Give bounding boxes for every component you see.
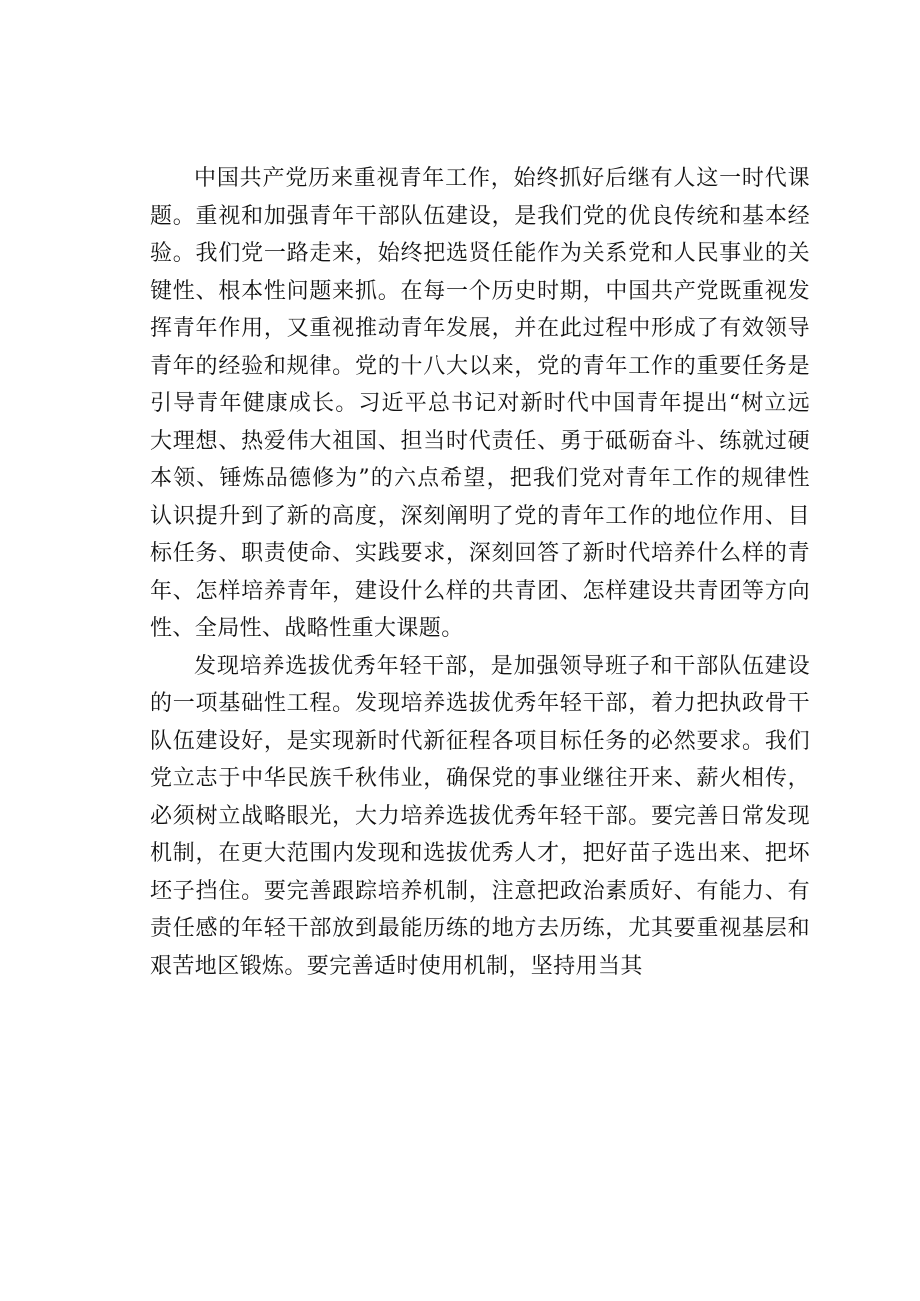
- paragraph-2: 发现培养选拔优秀年轻干部，是加强领导班子和干部队伍建设的一项基础性工程。发现培养选拔优秀年轻干部，着力把执政骨干队伍建设好，是实现新时代新征程各项目标任务的必然要求。我们党立志于中华民族千秋伟业，确保党的事业继往开来、薪火相传，必须树立战略眼光，大力培养选拔优秀年轻干部。要完善日常发现机制，在更大范围内发现和选拔优秀人才，把好苗子选出来、把坏坯子挡住。要完善跟踪培养机制，注意把政治素质好、有能力、有责任感的年轻干部放到最能历练的地方去历练，尤其要重视基层和艰苦地区锻炼。要完善适时使用机制，坚持用当其: [150, 653, 810, 979]
- paragraph-1: 中国共产党历来重视青年工作，始终抓好后继有人这一时代课题。重视和加强青年干部队伍建设，是我们党的优良传统和基本经验。我们党一路走来，始终把选贤任能作为关系党和人民事业的关键性、根本性问题来抓。在每一个历史时期，中国共产党既重视发挥青年作用，又重视推动青年发展，并在此过程中形成了有效领导青年的经验和规律。党的十八大以来，党的青年工作的重要任务是引导青年健康成长。习近平总书记对新时代中国青年提出“树立远大理想、热爱伟大祖国、担当时代责任、勇于砥砺奋斗、练就过硬本领、锤炼品德修为”的六点希望，把我们党对青年工作的规律性认识提升到了新的高度，深刻阐明了党的青年工作的地位作用、目标任务、职责使命、实践要求，深刻回答了新时代培养什么样的青年、怎样培养青年，建设什么样的共青团、怎样建设共青团等方向性、全局性、战略性重大课题。: [150, 166, 810, 641]
- document-body: [150, 160, 810, 985]
